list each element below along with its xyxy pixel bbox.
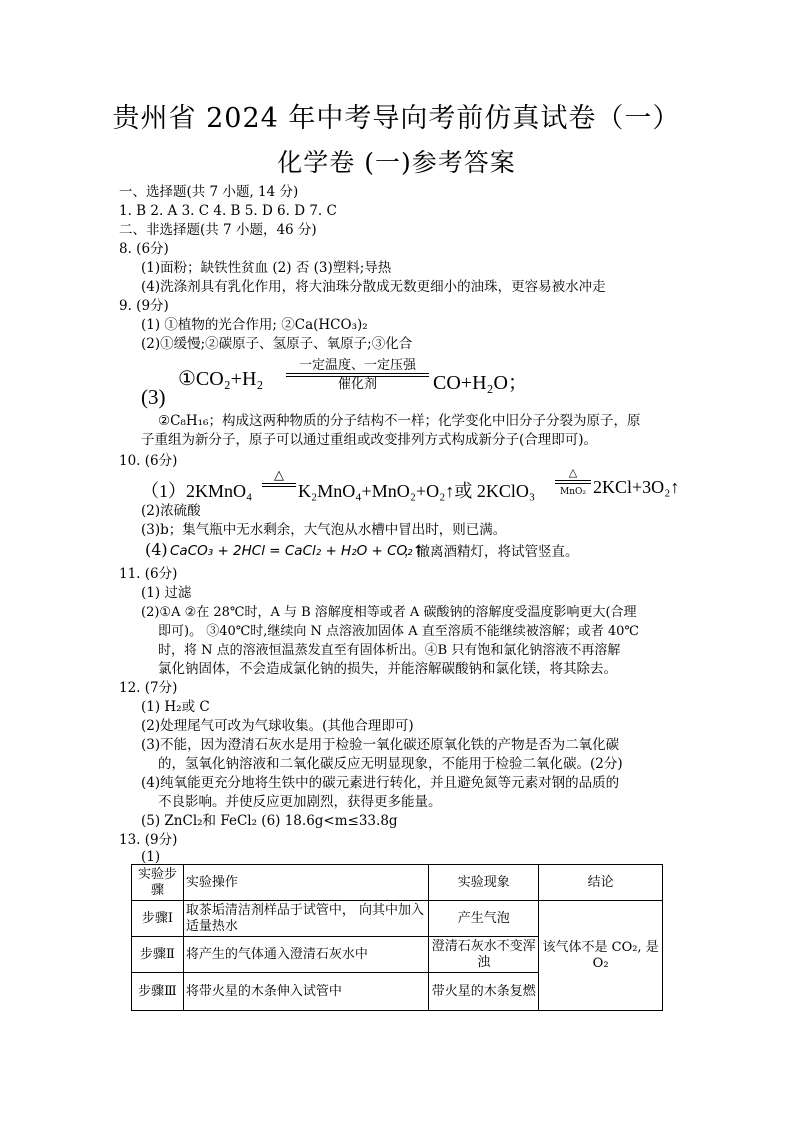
q9-line: ②C₈H₁₆；构成这两种物质的分子结构不一样；化学变化中旧分子分裂为原子，原	[158, 413, 641, 429]
q10-line: (3)b；集气瓶中无水剩余，大气泡从水槽中冒出时，则已满。	[141, 522, 507, 538]
table-row	[132, 901, 663, 937]
table-cell: 步骤Ⅰ	[132, 901, 184, 937]
choice-answers: 1. B 2. A 3. C 4. B 5. D 6. D 7. C	[119, 203, 337, 219]
q9-part3-label: (3)	[141, 385, 166, 409]
page-subtitle: 化学卷 (一)参考答案	[277, 148, 516, 177]
q8-line: (4)洗涤剂具有乳化作用，将大油珠分散成无数更细小的油珠，更容易被水冲走	[141, 279, 606, 295]
q10-heading: 10. (6分)	[119, 453, 178, 469]
q9-equation-condition	[286, 359, 429, 393]
q10-condition-heat	[262, 469, 296, 487]
q11-line: 即可)。 ③40℃时,继续向 N 点溶液加固体 A 直至溶质不能继续被溶解；或者 40℃	[158, 624, 639, 639]
q9-line: (1) ①植物的光合作用; ②Ca(HCO₃)₂	[141, 317, 368, 333]
q10-equation-2-products: 2KCl+3O₂↑	[593, 477, 680, 497]
q8-heading: 8. (6分)	[119, 241, 169, 257]
q10-line: (2)浓硫酸	[141, 503, 201, 519]
q12-line: (1) H₂或 C	[141, 699, 210, 715]
table-header: 实验步骤	[132, 865, 184, 901]
q10-equation-3: CaCO₃ + 2HCl = CaCl₂ + H₂O + CO₂↑	[170, 543, 424, 559]
table-cell: 带火星的木条复燃	[429, 973, 539, 1011]
catalyst-label: MnO₂	[560, 487, 586, 497]
q9-equation-right: CO+H₂O；	[433, 372, 528, 394]
delta-symbol: △	[568, 466, 578, 479]
table-header: 实验操作	[183, 865, 429, 901]
equals-sign	[262, 483, 296, 487]
table-cell: 步骤Ⅲ	[132, 973, 184, 1011]
q12-line: (2)处理尾气可改为气球收集。(其他合理即可)	[141, 718, 414, 734]
table-cell: 将产生的气体通入澄清石灰水中	[183, 937, 429, 973]
q11-heading: 11. (6分)	[119, 566, 178, 582]
q11-line: (1) 过滤	[141, 585, 192, 601]
table-header-row	[132, 865, 663, 901]
q13-heading: 13. (9分)	[119, 832, 178, 848]
q12-line: (4)纯氧能更充分地将生铁中的碳元素进行转化，并且避免氮等元素对钢的品质的	[141, 775, 620, 791]
delta-symbol: △	[274, 468, 284, 483]
table-conclusion-cell: 该气体不是 CO₂, 是 O₂	[539, 901, 663, 1011]
q9-line: (2)①缓慢;②碳原子、氢原子、氧原子;③化合	[141, 336, 413, 352]
q10-line: ；撤离酒精灯，将试管竖直。	[403, 544, 579, 560]
q11-line: 氯化钠固体，不会造成氯化钠的损失，并能溶解碳酸钠和氯化镁，将其除去。	[158, 661, 617, 677]
table-cell: 将带火星的木条伸入试管中	[183, 973, 429, 1011]
experiment-table	[131, 864, 663, 1011]
table-header: 结论	[539, 865, 663, 901]
q9-condition-top: 一定温度、一定压强	[298, 358, 416, 373]
q9-condition-bottom: 催化剂	[337, 377, 377, 392]
page-title: 贵州省 2024 年中考导向考前仿真试卷（一）	[112, 103, 681, 134]
table-header: 实验现象	[429, 865, 539, 901]
q12-line: (5) ZnCl₂和 FeCl₂ (6) 18.6g<m≤33.8g	[141, 813, 398, 829]
section-heading-nonchoice: 二、非选择题(共 7 小题，46 分)	[119, 222, 317, 238]
table-cell: 澄清石灰水不变浑浊	[429, 937, 539, 973]
q12-line: (3)不能，因为澄清石灰水是用于检验一氧化碳还原氧化铁的产物是否为二氧化碳	[141, 737, 620, 753]
table-cell: 产生气泡	[429, 901, 539, 937]
q10-equation-1-products: K₂MnO₄+MnO₂+O₂↑或 2KClO₃	[298, 481, 536, 501]
q13-sub: (1)	[141, 849, 161, 865]
q9-heading: 9. (9分)	[119, 298, 169, 314]
q9-line: 子重组为新分子，原子可以通过重组或改变排列方式构成新分子(合理即可)。	[141, 432, 598, 448]
q10-part4-label: (4)	[145, 540, 168, 559]
section-heading-choice: 一、选择题(共 7 小题, 14 分)	[119, 184, 299, 200]
q12-line: 的，氢氧化钠溶液和二氧化碳反应无明显现象，不能用于检验二氧化碳。(2分)	[158, 756, 623, 772]
q10-equation-1: （1）2KMnO₄	[141, 481, 253, 501]
q9-equation-left: ①CO₂+H₂	[178, 368, 264, 390]
q11-line: 时，将 N 点的溶液恒温蒸发直至有固体析出。④B 只有饱和氯化钠溶液不再溶解	[158, 643, 621, 658]
table-cell: 步骤Ⅱ	[132, 937, 184, 973]
table-cell: 取茶垢清洁剂样品于试管中， 向其中加入适量热水	[183, 901, 429, 937]
q11-line: (2)①A ②在 28℃时，A 与 B 溶解度相等或者 A 碳酸钠的溶解度受温度影响更大(合理	[141, 605, 637, 620]
q10-condition-catalyst	[555, 466, 591, 500]
q12-line: 不良影响。并使反应更加剧烈，获得更多能量。	[158, 794, 442, 810]
q12-heading: 12. (7分)	[119, 680, 178, 696]
q8-line: (1)面粉；缺铁性贫血 (2) 否 (3)塑料;导热	[141, 260, 392, 276]
